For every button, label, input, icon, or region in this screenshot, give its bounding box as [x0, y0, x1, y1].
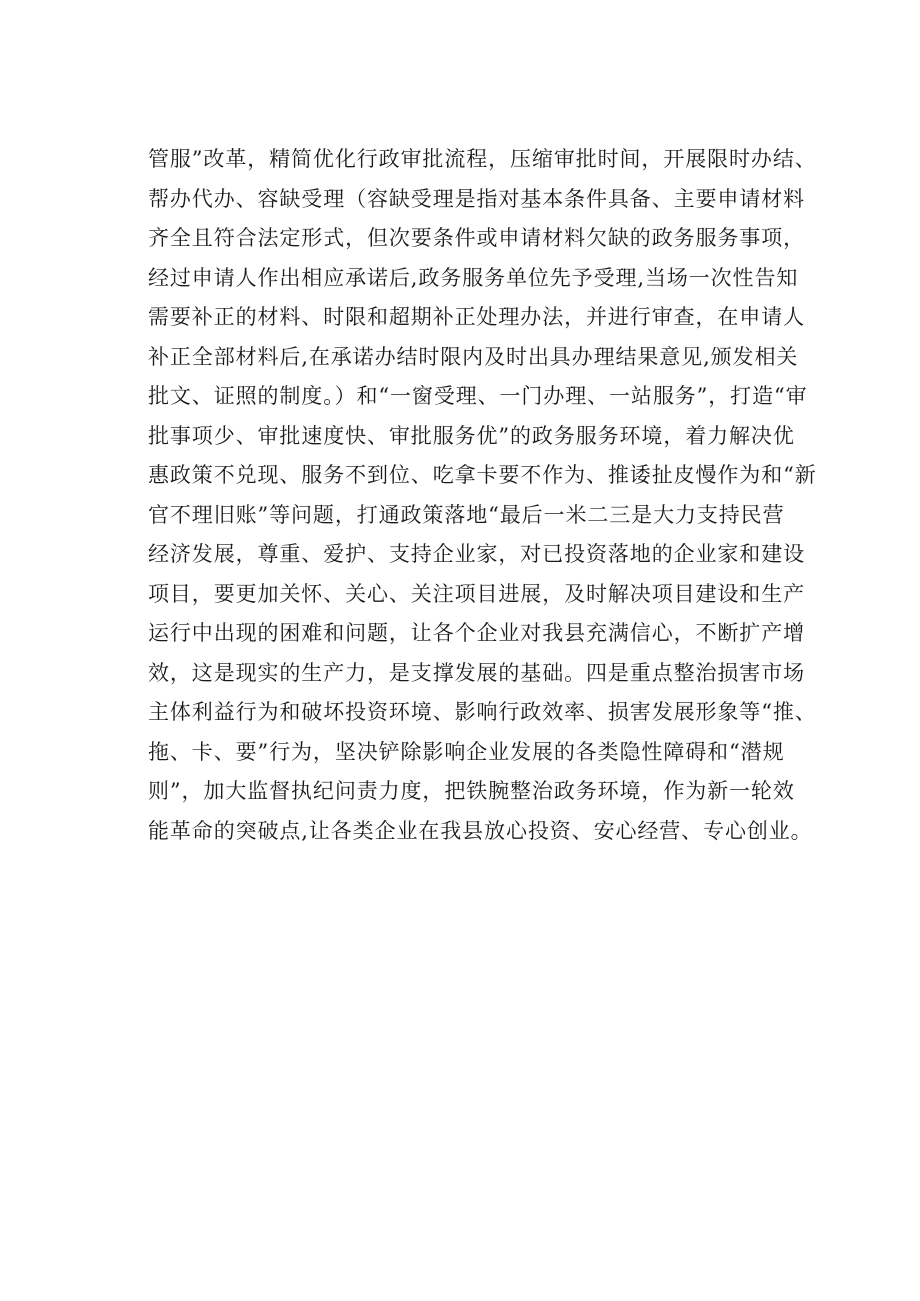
- text-line: 齐全且符合法定形式，但次要条件或申请材料欠缺的政务服务事项，: [148, 226, 805, 250]
- text-line: 补正全部材料后,在承诺办结时限内及时出具办理结果意见,颁发相关: [148, 344, 799, 369]
- text-line: 惠政策不兑现、服务不到位、吃拿卡要不作为、推诿扯皮慢作为和“新: [148, 463, 817, 487]
- text-line: 批文、证照的制度。）和“一窗受理、一门办理、一站服务”，打造“审: [148, 384, 808, 408]
- text-line: 官不理旧账”等问题，打通政策落地“最后一米二三是大力支持民营: [148, 502, 785, 527]
- text-line: 项目，要更加关怀、关心、关注项目进展，及时解决项目建设和生产: [148, 581, 805, 606]
- body-paragraph: [148, 140, 838, 851]
- text-line: 经过申请人作出相应承诺后,政务服务单位先予受理,当场一次性告知: [148, 265, 799, 290]
- text-line: 拖、卡、要”行为，坚决铲除影响企业发展的各类隐性障碍和“潜规: [148, 739, 785, 764]
- text-line: 主体利益行为和破坏投资环境、影响行政效率、损害发展形象等“推、: [148, 700, 817, 724]
- text-line: 运行中出现的困难和问题，让各个企业对我县充满信心，不断扩产增: [148, 621, 805, 645]
- text-line: 则”，加大监督执纪问责力度，把铁腕整治政务环境，作为新一轮效: [148, 779, 795, 803]
- text-line: 能革命的突破点,让各类企业在我县放心投资、安心经营、专心创业。: [148, 818, 813, 843]
- text-line: 管服”改革，精简优化行政审批流程，压缩审批时间，开展限时办结、: [148, 147, 817, 171]
- text-line: 需要补正的材料、时限和超期补正处理办法，并进行审查，在申请人: [148, 305, 805, 329]
- text-line: 经济发展，尊重、爱护、支持企业家，对已投资落地的企业家和建设: [148, 542, 805, 566]
- text-line: 批事项少、审批速度快、审批服务优”的政务服务环境，着力解决优: [148, 423, 795, 448]
- text-line: 效，这是现实的生产力，是支撑发展的基础。四是重点整治损害市场: [148, 660, 805, 685]
- text-line: 帮办代办、容缺受理（容缺受理是指对基本条件具备、主要申请材料: [148, 186, 805, 211]
